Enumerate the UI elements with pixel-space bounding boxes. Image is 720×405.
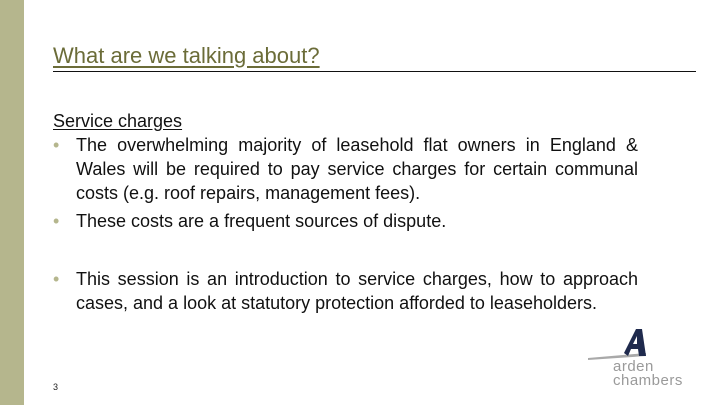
logo-line-arden: arden: [613, 358, 654, 375]
side-accent-bar: [0, 0, 24, 405]
title-rule: [53, 71, 696, 72]
logo-line-chambers: chambers: [613, 372, 683, 389]
bullet-item: [53, 133, 638, 205]
bullet-icon: •: [53, 211, 60, 231]
bullet-text: The overwhelming majority of leasehold flat owners in England & Wales will be required to pay service charges for certain communal costs (e.g. roof repairs, management fees).: [76, 135, 638, 203]
bullet-text: These costs are a frequent sources of dispute.: [76, 211, 447, 231]
bullet-item: [53, 267, 638, 315]
slide-content: [53, 109, 638, 315]
slide-title: What are we talking about?: [53, 43, 320, 68]
arden-chambers-logo: [586, 325, 702, 395]
page-number: 3: [53, 382, 59, 392]
bullet-text: This session is an introduction to service charges, how to approach cases, and a look at statutory protection afforded to leaseholders.: [76, 269, 638, 313]
logo-wordmark: [613, 360, 703, 388]
bullet-icon: •: [53, 135, 60, 155]
bullet-icon: •: [53, 269, 60, 289]
section-heading: Service charges: [53, 111, 183, 131]
bullet-item: [53, 209, 638, 233]
